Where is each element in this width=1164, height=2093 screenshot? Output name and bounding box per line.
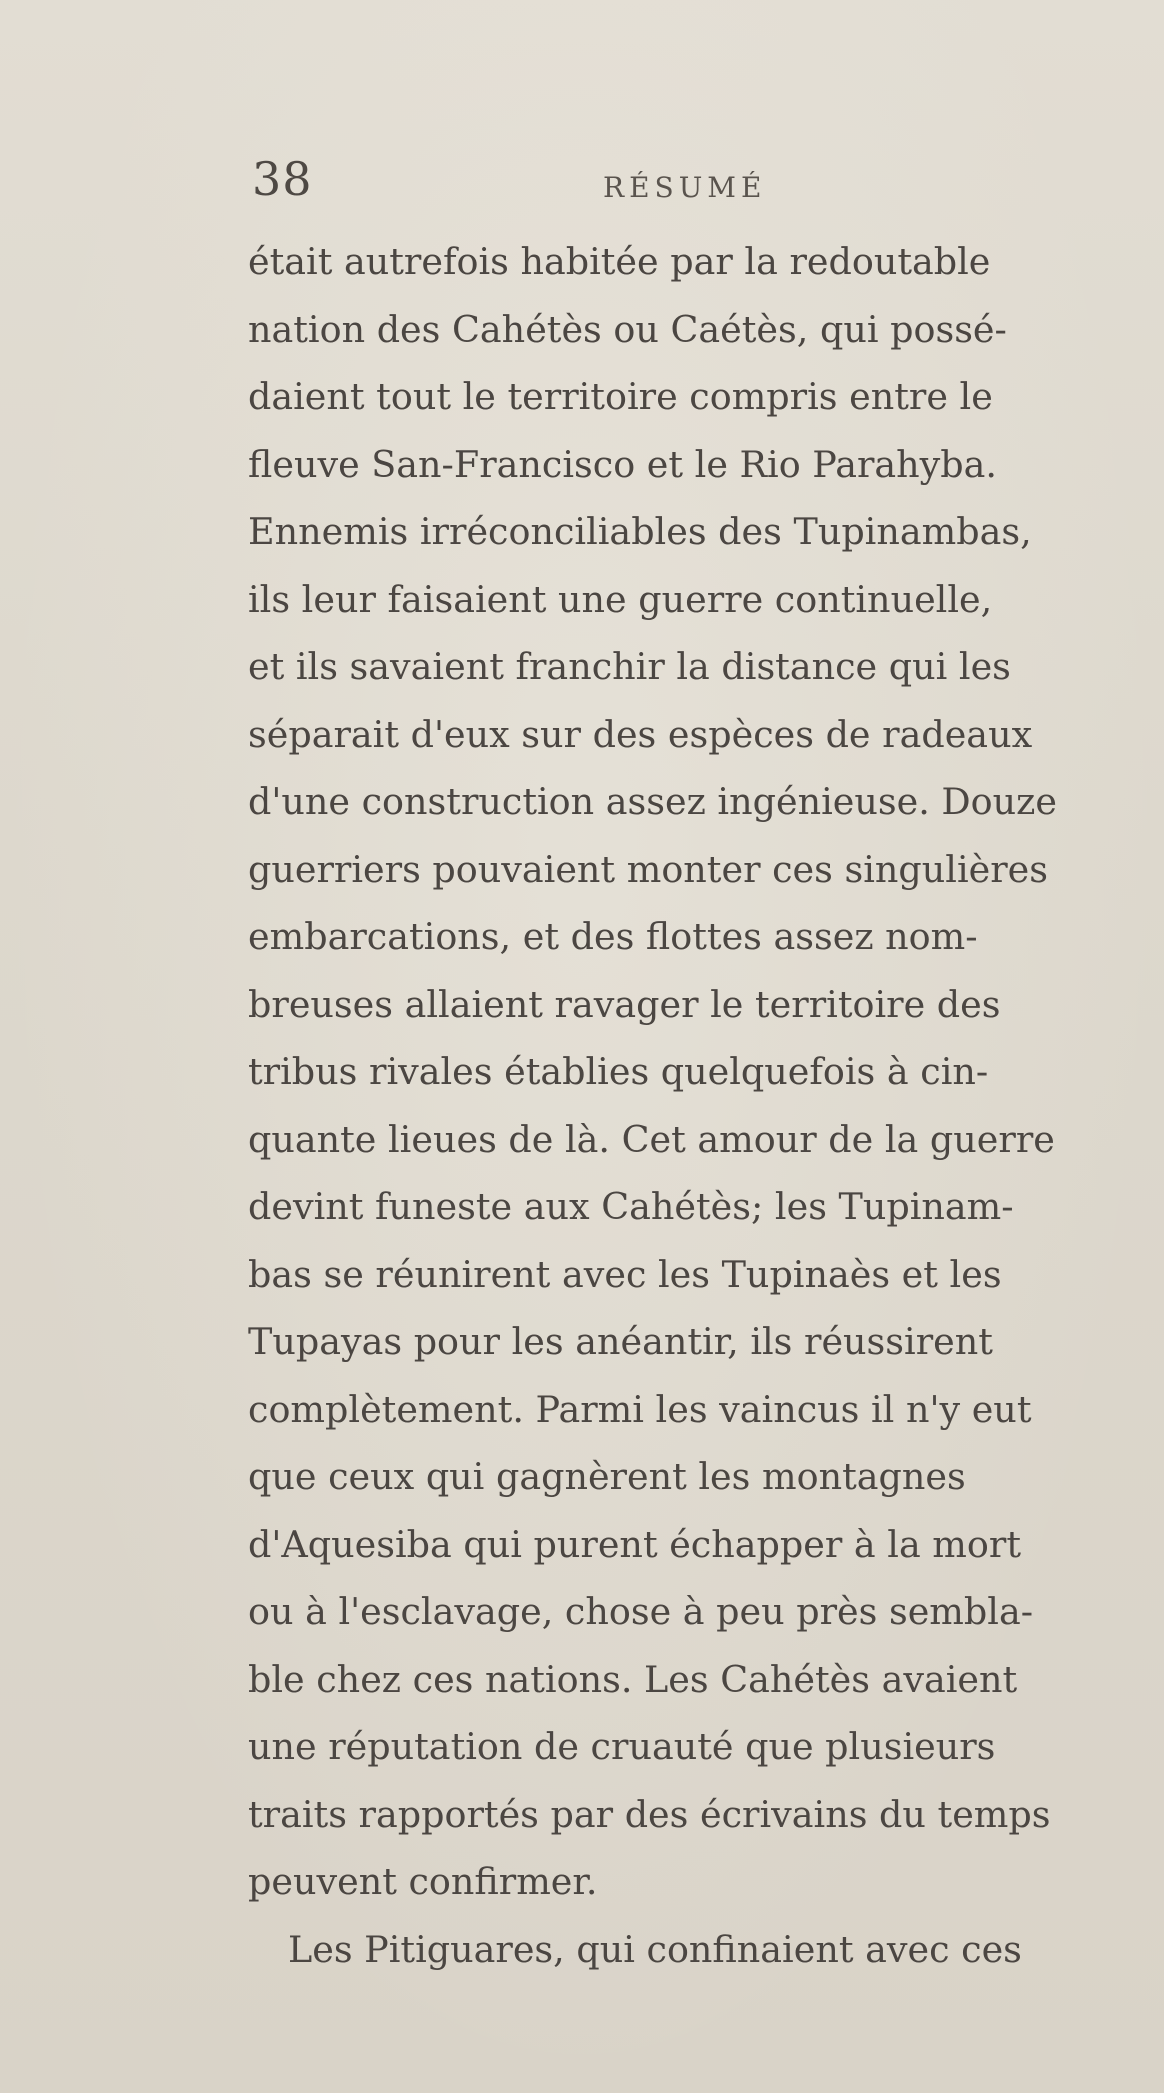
text-line: traits rapportés par des écrivains du temps [248, 1792, 1051, 1836]
text-line: fleuve San-Francisco et le Rio Parahyba. [248, 442, 998, 486]
text-line: devint funeste aux Cahétès; les Tupinam- [248, 1185, 1014, 1228]
text-line: embarcations, et des flottes assez nom- [248, 915, 978, 958]
text-line: d'Aquesiba qui purent échapper à la mort [248, 1522, 1022, 1566]
text-line: breuses allaient ravager le territoire des [248, 982, 1001, 1026]
text-line: quante lieues de là. Cet amour de la guerre [248, 1117, 1055, 1161]
page-number: 38 [252, 152, 313, 206]
text-line: Ennemis irréconciliables des Tupinambas, [248, 510, 1032, 553]
text-line: d'une construction assez ingénieuse. Douze [248, 780, 1057, 823]
text-line: tribus rivales établies quelquefois à cin- [248, 1050, 989, 1093]
text-line: une réputation de cruauté que plusieurs [248, 1725, 996, 1768]
text-line: ou à l'esclavage, chose à peu près sembla- [248, 1590, 1034, 1633]
text-line: et ils savaient franchir la distance qui les [248, 645, 1011, 688]
text-line: que ceux qui gagnèrent les montagnes [248, 1455, 966, 1498]
paragraph-start-line: Les Pitiguares, qui confinaient avec ces [288, 1927, 1022, 1971]
text-line: ils leur faisaient une guerre continuelle, [248, 577, 993, 621]
text-line: séparait d'eux sur des espèces de radeaux [248, 712, 1033, 756]
text-line: était autrefois habitée par la redoutable [248, 240, 991, 283]
text-line: complètement. Parmi les vaincus il n'y eut [248, 1387, 1032, 1431]
text-line: bas se réunirent avec les Tupinaès et les [248, 1252, 1002, 1296]
text-line: nation des Cahétès ou Caétès, qui possé- [248, 307, 1007, 351]
running-title: RÉSUMÉ [603, 171, 767, 204]
text-line: guerriers pouvaient monter ces singulières [248, 847, 1049, 891]
text-line: ble chez ces nations. Les Cahétès avaient [248, 1657, 1018, 1701]
body-text [248, 228, 1128, 1983]
text-line: peuvent confirmer. [248, 1860, 598, 1903]
text-line: daient tout le territoire compris entre le [248, 375, 993, 418]
text-line: Tupayas pour les anéantir, ils réussirent [248, 1320, 993, 1363]
